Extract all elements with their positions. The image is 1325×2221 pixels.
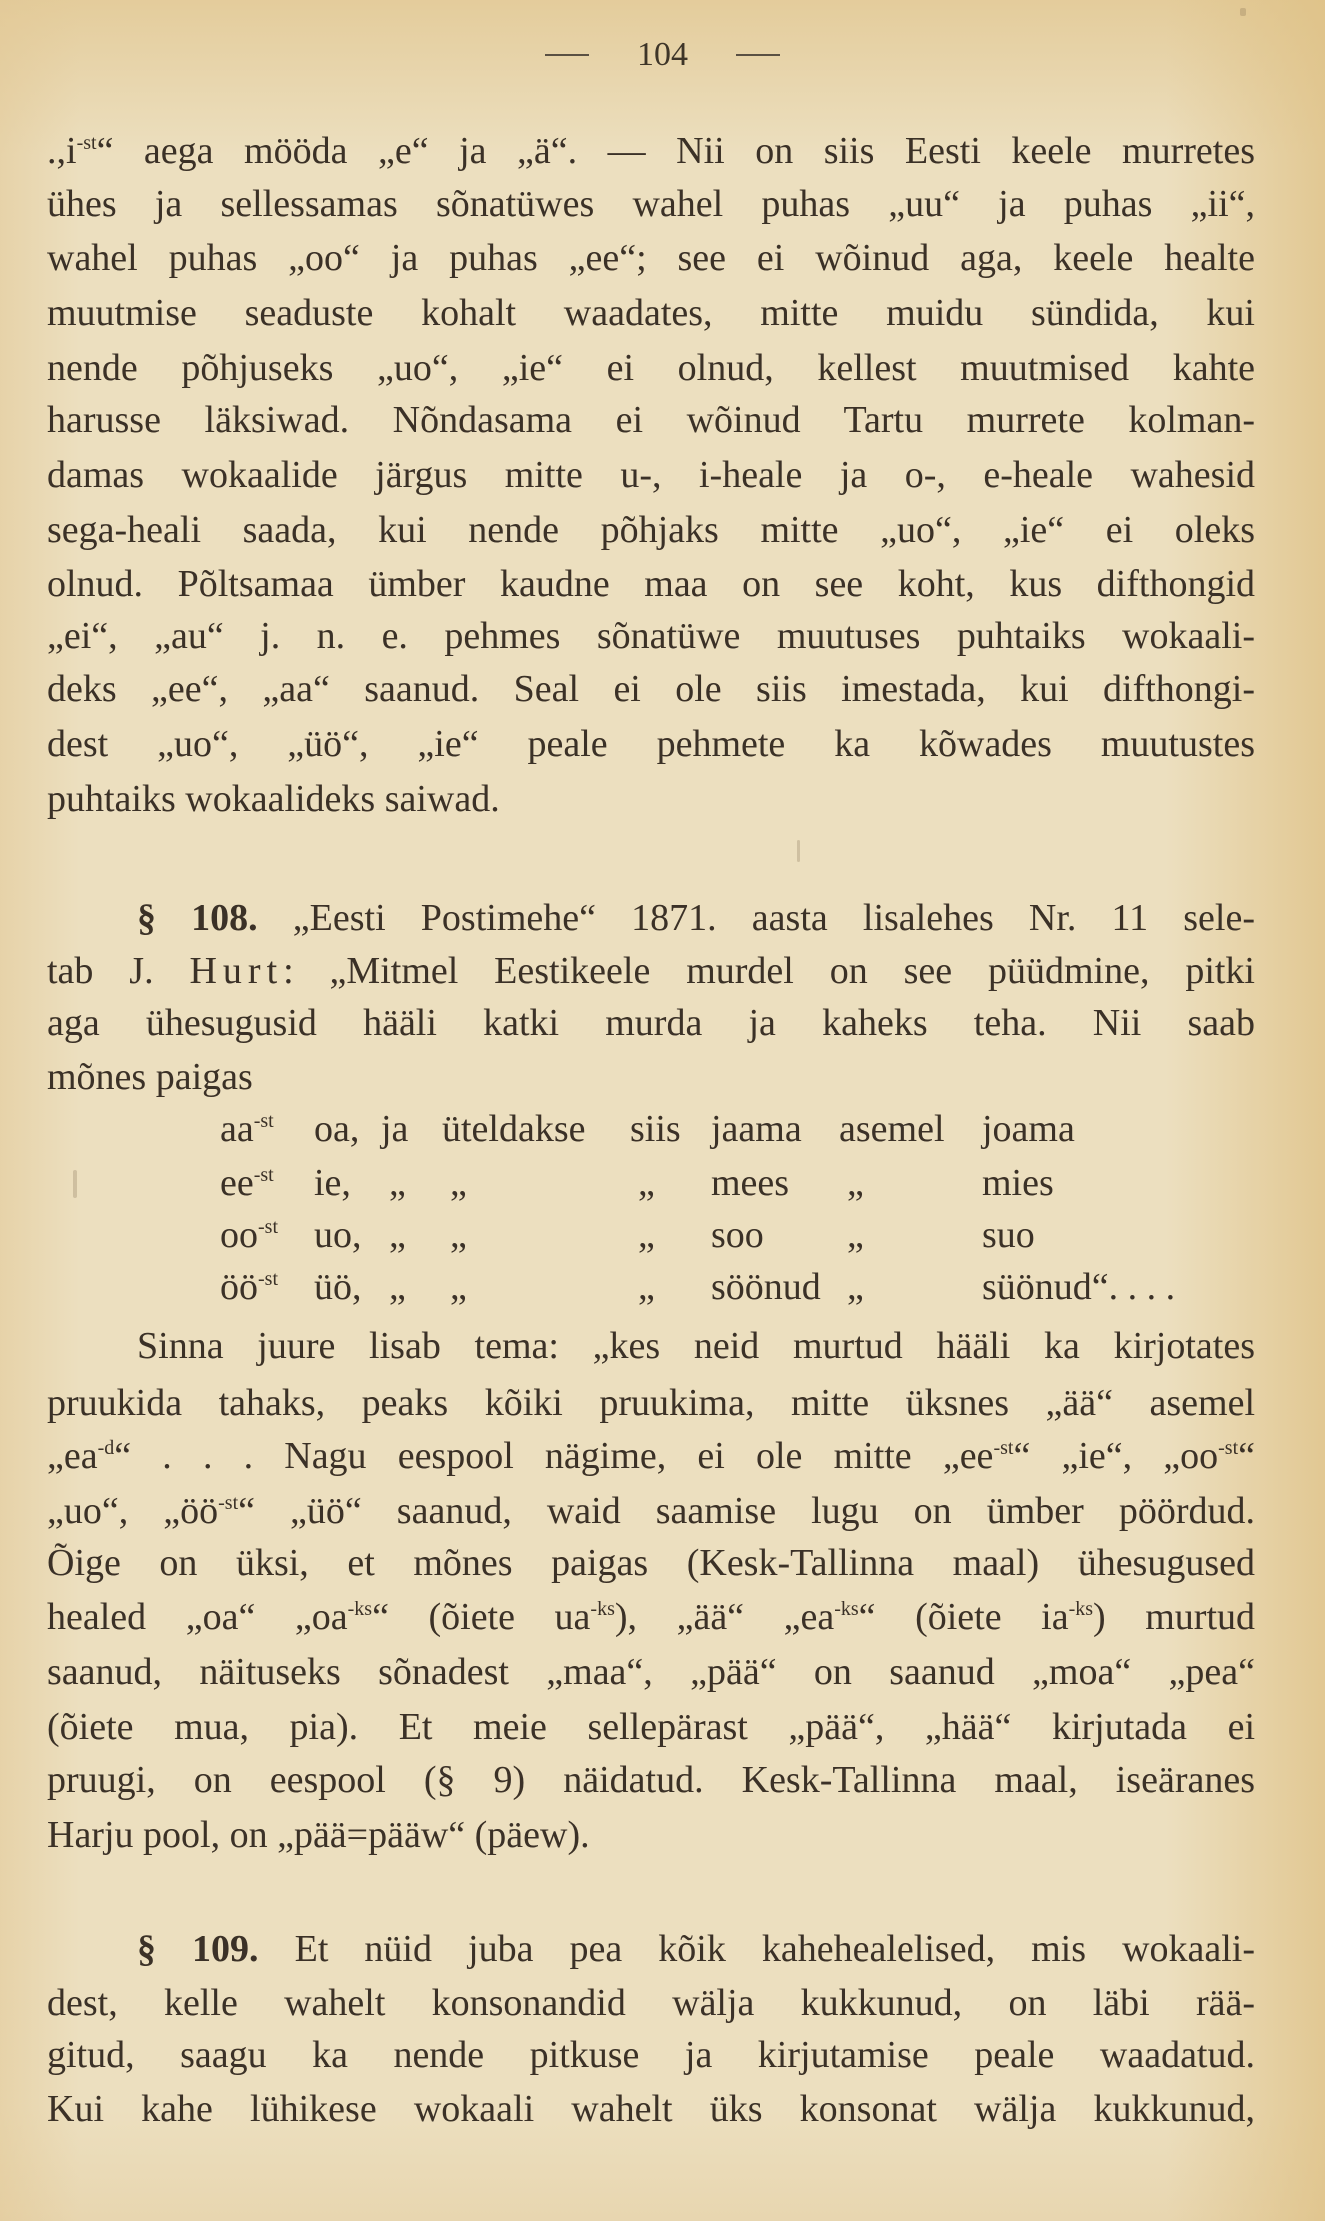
superscript: -ks (834, 1598, 859, 1620)
text-run: ), „ää“ „ea (614, 1596, 835, 1638)
cell-text: siis (630, 1108, 681, 1150)
cell-text: asemel (839, 1108, 945, 1150)
cell-text: öö (220, 1266, 258, 1308)
superscript: -ks (590, 1598, 615, 1620)
cell-text: aa (220, 1108, 254, 1150)
text-run: dest, kelle wahelt konsonandid wälja kukkunud, on läbi rää- (47, 1982, 1255, 2024)
paper-speck (797, 840, 800, 862)
text-run: Hurt (189, 950, 284, 992)
cell-text: „ (847, 1266, 864, 1308)
paper-speck (1240, 8, 1246, 16)
text-line (47, 774, 1255, 824)
cell-text: „ (450, 1214, 467, 1256)
table-cell (982, 1210, 1035, 1260)
text-line (137, 893, 1255, 943)
text-line (47, 505, 1255, 555)
text-line (47, 288, 1255, 338)
table-cell (389, 1210, 406, 1260)
cell-text: „ (450, 1266, 467, 1308)
text-run: saanud, näituseks sõnadest „maa“, „pää“ on saanud „moa“ „pea“ (47, 1651, 1255, 1693)
cell-text: oa, (314, 1108, 360, 1150)
text-run: : „Mitmel Eestikeele murdel on see püüdmine, pitki (283, 950, 1255, 992)
text-run: damas wokaalide järgus mitte u-, i-heale ja o-, e-heale wahesid (47, 454, 1255, 496)
text-line (47, 1755, 1255, 1805)
table-cell (847, 1262, 864, 1312)
table-cell (389, 1158, 406, 1208)
text-run: Kui kahe lühikese wokaali wahelt üks konsonat wälja kukkunud, (47, 2088, 1255, 2130)
superscript: -st (258, 1216, 278, 1238)
text-line (47, 1978, 1255, 2028)
cell-text: „ (638, 1214, 655, 1256)
cell-text: „ (389, 1162, 406, 1204)
cell-text: ee (220, 1162, 254, 1204)
table-cell (711, 1210, 764, 1260)
text-line (47, 1538, 1255, 1588)
text-run: muutmise seaduste kohalt waadates, mitte muidu sündida, kui (47, 292, 1255, 334)
text-line (47, 1431, 1255, 1481)
text-run: Harju pool, on „pää=pääw“ (päew). (47, 1814, 590, 1856)
table-cell (442, 1104, 586, 1154)
table-cell (381, 1104, 408, 1154)
text-run: “ aega mööda „e“ ja „ä“. — Nii on siis Eesti keele murretes (96, 130, 1255, 172)
text-run: mõnes paigas (47, 1056, 253, 1098)
table-cell (711, 1104, 802, 1154)
table-row (220, 1104, 1260, 1154)
table-cell (450, 1158, 467, 1208)
section-number: § 109. (137, 1928, 259, 1970)
text-run: „uo“, „öö (47, 1490, 219, 1532)
text-run: “ (1238, 1435, 1256, 1477)
cell-text: uo, (314, 1214, 362, 1256)
text-run: sega-heali saada, kui nende põhjaks mitte „uo“, „ie“ ei oleks (47, 509, 1255, 551)
text-run: nende põhjuseks „uo“, „ie“ ei olnud, kellest muutmised kahte (47, 347, 1255, 389)
text-run: gitud, saagu ka nende pitkuse ja kirjutamise peale waadatud. (47, 2034, 1255, 2076)
superscript: -st (1218, 1437, 1239, 1459)
text-run: “ . . . Nagu eespool nägime, ei ole mitte „ee (114, 1435, 994, 1477)
text-line (47, 946, 1255, 996)
superscript: -st (218, 1492, 239, 1514)
text-line (137, 1321, 1255, 1371)
text-run: olnud. Põltsamaa ümber kaudne maa on see koht, kus difthongid (47, 563, 1255, 605)
text-run: (õiete mua, pia). Et meie sellepärast „pää“, „hää“ kirjutada ei (47, 1706, 1255, 1748)
text-run: Õige on üksi, et mõnes paigas (Kesk-Tallinna maal) ühesugused (47, 1542, 1255, 1584)
table-cell (638, 1158, 655, 1208)
text-run: “ „ie“, „oo (1013, 1435, 1219, 1477)
table-cell (220, 1104, 274, 1154)
table-cell (314, 1210, 362, 1260)
cell-text: üteldakse (442, 1108, 586, 1150)
text-line (47, 1486, 1255, 1536)
text-line (137, 1924, 1255, 1974)
table-cell (982, 1104, 1075, 1154)
text-run: puhtaiks wokaalideks saiwad. (47, 778, 500, 820)
cell-text: „ (847, 1162, 864, 1204)
text-run: ühes ja sellessamas sõnatüwes wahel puhas „uu“ ja puhas „ii“, (47, 183, 1255, 225)
text-line (47, 2030, 1255, 2080)
cell-text: „ (847, 1214, 864, 1256)
cell-text: mies (982, 1162, 1054, 1204)
text-run: healed „oa“ „oa (47, 1596, 348, 1638)
cell-text: „ (450, 1162, 467, 1204)
superscript: -d (97, 1437, 115, 1459)
text-run: harusse läksiwad. Nõndasama ei wõinud Tartu murrete kolman- (47, 399, 1255, 441)
page-number: 104 (637, 36, 688, 73)
text-line (47, 179, 1255, 229)
text-line (47, 126, 1255, 176)
text-run: „ei“, „au“ j. n. e. pehmes sõnatüwe muutuses puhtaiks wokaali- (47, 615, 1255, 657)
page-header (0, 30, 1325, 80)
cell-text: süönud“. . . . (982, 1266, 1176, 1308)
table-row (220, 1158, 1260, 1208)
cell-text: jaama (711, 1108, 802, 1150)
text-run: pruugi, on eespool (§ 9) näidatud. Kesk-Tallinna maal, iseäranes (47, 1759, 1255, 1801)
table-row (220, 1210, 1260, 1260)
text-line (47, 719, 1255, 769)
table-cell (711, 1158, 789, 1208)
table-cell (847, 1158, 864, 1208)
text-run: Et nüid juba pea kõik kahehealelised, mis wokaali- (258, 1928, 1256, 1970)
text-run: ) murtud (1093, 1596, 1256, 1638)
cell-text: „ (638, 1266, 655, 1308)
paper-speck (73, 1170, 77, 1198)
cell-text: „ (389, 1214, 406, 1256)
table-cell (314, 1158, 351, 1208)
text-line (47, 611, 1255, 661)
table-cell (220, 1262, 278, 1312)
table-row (220, 1262, 1260, 1312)
text-line (47, 1592, 1255, 1642)
cell-text: üö, (314, 1266, 362, 1308)
superscript: -ks (1068, 1598, 1094, 1620)
superscript: -st (253, 1164, 274, 1186)
text-line (47, 1647, 1255, 1697)
cell-text: ie, (314, 1162, 351, 1204)
table-cell (450, 1210, 467, 1260)
text-line (47, 559, 1255, 609)
table-cell (220, 1210, 278, 1260)
superscript: -st (76, 132, 97, 154)
table-cell (450, 1262, 467, 1312)
cell-text: oo (220, 1214, 258, 1256)
text-line (47, 664, 1255, 714)
text-run: dest „uo“, „üö“, „ie“ peale pehmete ka kõwades muutustes (47, 723, 1255, 765)
table-cell (638, 1262, 655, 1312)
text-run: aga ühesugusid hääli katki murda ja kaheks teha. Nii saab (47, 1002, 1255, 1044)
table-cell (839, 1104, 945, 1154)
text-run: “ „üö“ saanud, waid saamise lugu on ümber pöördud. (238, 1490, 1255, 1532)
table-cell (220, 1158, 274, 1208)
text-run: “ (õiete ua (372, 1596, 591, 1638)
text-line (47, 233, 1255, 283)
text-line (47, 1810, 1255, 1860)
text-run: wahel puhas „oo“ ja puhas „ee“; see ei wõinud aga, keele healte (47, 237, 1255, 279)
table-cell (847, 1210, 864, 1260)
cell-text: joama (982, 1108, 1075, 1150)
superscript: -st (258, 1268, 278, 1290)
text-line (47, 450, 1255, 500)
cell-text: soo (711, 1214, 764, 1256)
superscript: -st (253, 1110, 274, 1132)
section-number: § 108. (137, 897, 258, 939)
table-cell (638, 1210, 655, 1260)
table-cell (630, 1104, 681, 1154)
text-run: „ea (47, 1435, 98, 1477)
cell-text: „ (638, 1162, 655, 1204)
superscript: -st (993, 1437, 1014, 1459)
text-run: tab J. (47, 950, 190, 992)
cell-text: suo (982, 1214, 1035, 1256)
right-dash (736, 54, 780, 56)
text-run: deks „ee“, „aa“ saanud. Seal ei ole siis imestada, kui difthongi- (47, 668, 1255, 710)
text-line (47, 1378, 1255, 1428)
text-line (47, 1702, 1255, 1752)
table-cell (389, 1262, 406, 1312)
left-dash (545, 54, 589, 56)
superscript: -ks (347, 1598, 373, 1620)
text-line (47, 343, 1255, 393)
cell-text: mees (711, 1162, 790, 1204)
cell-text: ja (381, 1108, 409, 1150)
text-run: .,i (47, 130, 77, 172)
cell-text: „ (389, 1266, 406, 1308)
table-cell (314, 1262, 362, 1312)
table-cell (314, 1104, 359, 1154)
text-line (47, 395, 1255, 445)
text-line (47, 1052, 1255, 1102)
table-cell (982, 1262, 1175, 1312)
table-cell (711, 1262, 821, 1312)
cell-text: söönud (711, 1266, 821, 1308)
text-line (47, 998, 1255, 1048)
text-run: Sinna juure lisab tema: „kes neid murtud hääli ka kirjotates (137, 1325, 1255, 1367)
text-run: „Eesti Postimehe“ 1871. aasta lisalehes Nr. 11 sele- (257, 897, 1256, 939)
text-run: pruukida tahaks, peaks kõiki pruukima, mitte üksnes „ää“ asemel (47, 1382, 1255, 1424)
table-cell (982, 1158, 1054, 1208)
text-line (47, 2084, 1255, 2134)
text-run: “ (õiete ia (858, 1596, 1069, 1638)
